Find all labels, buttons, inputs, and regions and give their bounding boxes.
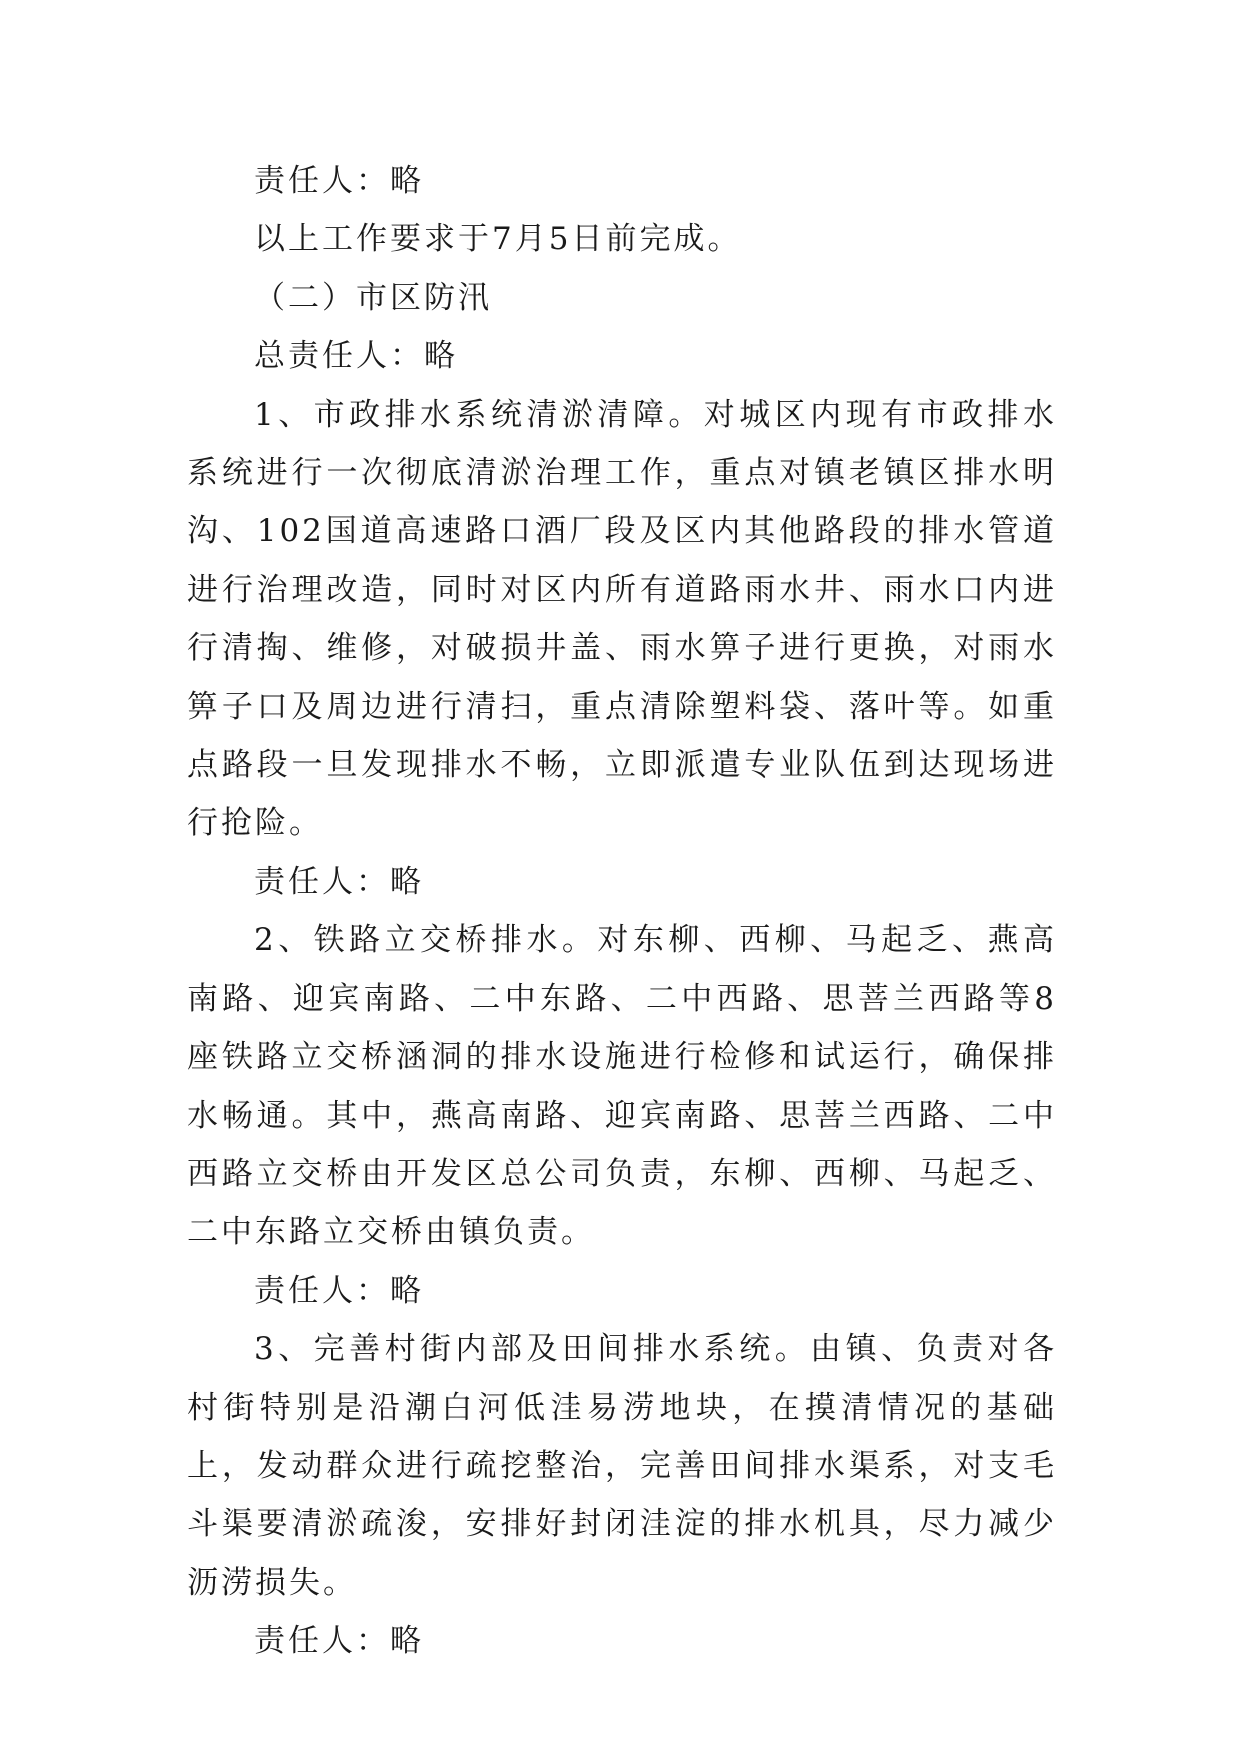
- item-2-paragraph: 2、铁路立交桥排水。对东柳、西柳、马起乏、燕高南路、迎宾南路、二中东路、二中西路、思菩兰西路等8座铁路立交桥涵洞的排水设施进行检修和试运行，确保排水畅通。其中，燕高南路、迎宾南路、思菩兰西路、二中西路立交桥由开发区总公司负责，东柳、西柳、马起乏、二中东路立交桥由镇负责。: [187, 922, 1057, 1251]
- responsible-person-line: 责任人：略: [254, 863, 424, 900]
- item-3-paragraph: 3、完善村街内部及田间排水系统。由镇、负责对各村街特别是沿潮白河低洼易涝地块，在摸清情况的基础上，发动群众进行疏挖整治，完善田间排水渠系，对支毛斗渠要清淤疏浚，安排好封闭洼淀的排水机具，尽力减少沥涝损失。: [187, 1331, 1057, 1601]
- deadline-paragraph: 以上工作要求于7月5日前完成。: [254, 221, 742, 258]
- chief-responsible-person-line: 总责任人：略: [254, 338, 458, 375]
- item-1-paragraph: 1、市政排水系统清淤清障。对城区内现有市政排水系统进行一次彻底清淤治理工作，重点对镇老镇区排水明沟、102国道高速路口酒厂段及区内其他路段的排水管道进行治理改造，同时对区内所有道路雨水井、雨水口内进行清掏、维修，对破损井盖、雨水箅子进行更换，对雨水箅子口及周边进行清扫，重点清除塑料袋、落叶等。如重点路段一旦发现排水不畅，立即派遣专业队伍到达现场进行抢险。: [187, 396, 1057, 842]
- responsible-person-line: 责任人：略: [254, 1272, 424, 1309]
- responsible-person-line: 责任人：略: [254, 163, 424, 199]
- section-heading: （二）市区防汛: [254, 279, 492, 316]
- document-body: [187, 152, 1057, 1671]
- responsible-person-line: 责任人：略: [254, 1623, 424, 1660]
